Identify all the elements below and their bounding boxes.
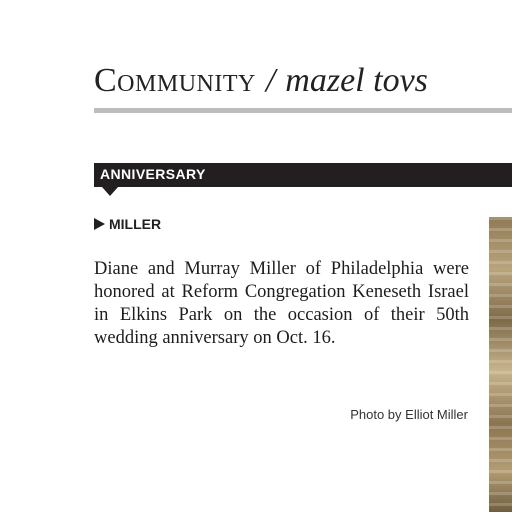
subsection-title: mazel tovs (285, 62, 428, 99)
photo-credit: Photo by Elliot Miller (350, 407, 468, 422)
category-bar (94, 163, 512, 187)
triangle-right-icon (94, 218, 105, 230)
anniversary-photo (489, 217, 512, 512)
announcement-name-line (94, 216, 161, 232)
title-separator: / (265, 62, 276, 99)
category-label: ANNIVERSARY (100, 166, 206, 182)
announcement-name: MILLER (109, 216, 162, 232)
page-header (94, 62, 512, 110)
category-pointer-icon (102, 187, 118, 196)
section-title: Community (94, 62, 256, 99)
header-rule (94, 108, 512, 113)
announcement-body: Diane and Murray Miller of Philadelphia were honored at Reform Congregation Keneseth Israel in Elkins Park on the occasion of their 50th wedding anniversary on Oct. 16. (94, 259, 469, 348)
